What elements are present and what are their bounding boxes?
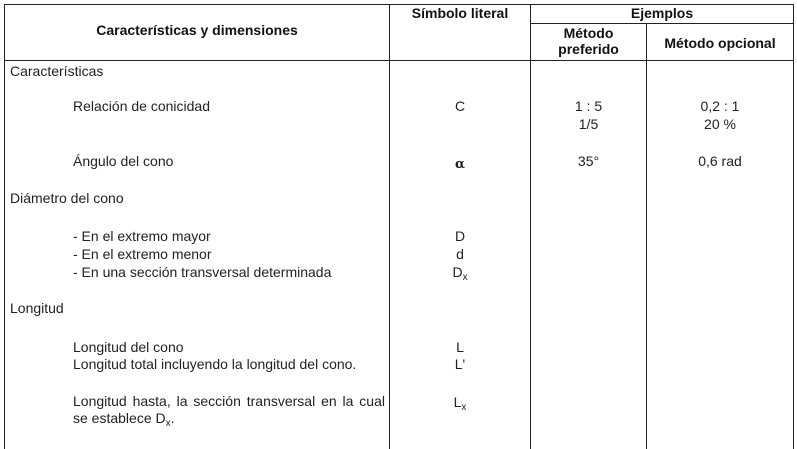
- label-period: .: [170, 410, 175, 426]
- row-label-total-length: Longitud total incluyendo la longitud del cono.: [73, 356, 357, 372]
- row-label-smaller-end: - En el extremo menor: [73, 246, 212, 262]
- examples-header-divider: [530, 23, 794, 24]
- row-label-larger-end: - En el extremo mayor: [73, 228, 211, 244]
- header-preferred-line2: preferido: [558, 41, 619, 57]
- header-preferred-method: [531, 25, 646, 57]
- row-preferred-conicity-2: 1/5: [578, 116, 599, 132]
- table-left-border: [4, 4, 5, 449]
- label-length-to-section-text: Longitud hasta, la sección transversal en la cual se establece D: [73, 393, 385, 426]
- header-characteristics: Características y dimensiones: [96, 22, 298, 38]
- symbol-subscript-x: x: [462, 272, 468, 283]
- column-divider-symbol: [389, 4, 390, 449]
- row-label-angle: Ángulo del cono: [73, 153, 174, 169]
- row-symbol-length-to-section: [390, 394, 530, 416]
- header-preferred-line1: Método: [563, 25, 614, 41]
- row-label-cone-length: Longitud del cono: [73, 339, 184, 355]
- row-optional-angle: 0,6 rad: [698, 153, 742, 169]
- section-title-diameter: Diámetro del cono: [10, 190, 124, 206]
- row-symbol-larger-end: D: [454, 228, 466, 244]
- row-preferred-angle: 35°: [577, 153, 600, 169]
- column-divider-examples: [530, 4, 531, 449]
- alpha-symbol: α: [454, 157, 465, 172]
- symbol-l-subscript-x: x: [461, 402, 467, 413]
- header-symbol: Símbolo literal: [411, 5, 509, 21]
- row-label-cross-section: - En una sección transversal determinada: [73, 264, 332, 280]
- header-examples: Ejemplos: [630, 5, 694, 21]
- column-divider-optional: [646, 23, 647, 449]
- label-subscript-x: x: [165, 418, 171, 429]
- row-label-conicity: Relación de conicidad: [73, 98, 210, 114]
- row-symbol-conicity: C: [454, 98, 466, 114]
- row-optional-conicity-2: 20 %: [704, 116, 736, 132]
- row-symbol-angle: [390, 155, 530, 173]
- row-symbol-smaller-end: d: [456, 246, 464, 262]
- row-preferred-conicity-1: 1 : 5: [574, 98, 603, 114]
- header-bottom-border: [4, 60, 794, 61]
- row-symbol-cross-section: [390, 264, 530, 286]
- row-symbol-cone-length: L: [456, 339, 464, 355]
- symbol-d: D: [452, 264, 463, 280]
- row-optional-conicity-1: 0,2 : 1: [700, 98, 740, 114]
- symbol-l: L: [453, 394, 462, 410]
- row-symbol-total-length: L': [454, 356, 466, 372]
- section-title-characteristics: Características: [10, 63, 104, 79]
- section-title-length: Longitud: [10, 300, 64, 316]
- table-right-border: [793, 4, 794, 449]
- row-label-length-to-section: [73, 393, 385, 432]
- header-optional-method: Método opcional: [664, 35, 776, 51]
